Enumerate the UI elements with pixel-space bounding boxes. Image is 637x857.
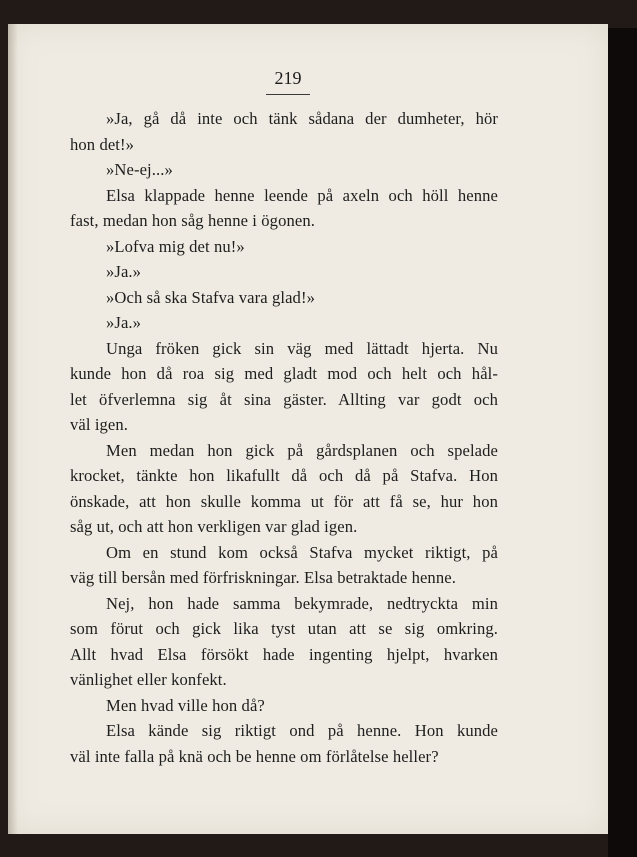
paragraph [70, 718, 498, 769]
text-line: önskade, att hon skulle komma ut för att få se, hur hon [70, 491, 498, 511]
text-line: »Ja, gå då inte och tänk sådana der dumheter, hör [106, 109, 498, 128]
text-line: hon det!» [70, 134, 135, 154]
paragraph [70, 259, 498, 285]
text-line: Men hvad ville hon då? [106, 695, 265, 715]
text-line: vänlighet eller konfekt. [70, 670, 227, 689]
text-line: Men medan hon gick på gårdsplanen och spelade [106, 440, 498, 460]
text-line: »Ja.» [106, 313, 142, 332]
book-edge [608, 28, 637, 857]
text-line: »Ja.» [106, 262, 142, 281]
text-line: väl inte falla på knä och be henne om förlåtelse heller? [70, 746, 439, 766]
text-line: Unga fröken gick sin väg med lättadt hjerta. Nu [106, 338, 498, 358]
body-text [70, 106, 498, 769]
text-line: Nej, hon hade samma bekymrade, nedtryckta min [106, 593, 498, 613]
paragraph [70, 183, 498, 234]
page-number-rule [266, 94, 310, 95]
paragraph [70, 234, 498, 260]
paragraph [70, 310, 498, 336]
text-line: väg till bersån med förfriskningar. Elsa betraktade henne. [70, 568, 456, 587]
paragraph [70, 157, 498, 183]
paragraph [70, 438, 498, 540]
paragraph [70, 336, 498, 438]
paragraph [70, 285, 498, 311]
text-line: Elsa klappade henne leende på axeln och höll henne [106, 185, 498, 205]
text-line: väl igen. [70, 415, 129, 434]
text-line: »Och så ska Stafva vara glad!» [106, 287, 315, 307]
text-line: krocket, tänkte hon likafullt då och då på Stafva. Hon [70, 466, 498, 485]
paragraph [70, 106, 498, 157]
text-line: fast, medan hon såg henne i ögonen. [70, 211, 315, 230]
text-line: som förut och gick lika tyst utan att se sig omkring. [70, 619, 498, 638]
text-line: »Lofva mig det nu!» [106, 236, 245, 256]
text-line: Om en stund kom också Stafva mycket riktigt, på [106, 542, 498, 562]
page-number: 219 [274, 68, 302, 88]
text-line: Elsa kände sig riktigt ond på henne. Hon kunde [106, 721, 498, 740]
paragraph [70, 693, 498, 719]
paragraph [70, 540, 498, 591]
text-line: kunde hon då roa sig med gladt mod och helt och hål- [70, 364, 498, 383]
paragraph [70, 591, 498, 693]
text-line: såg ut, och att hon verkligen var glad igen. [70, 517, 358, 536]
text-line: Allt hvad Elsa försökt hade ingenting hjelpt, hvarken [70, 644, 498, 664]
text-line: »Ne-ej...» [106, 160, 173, 179]
text-line: let öfverlemna sig åt sina gäster. Allting var godt och [70, 389, 498, 409]
